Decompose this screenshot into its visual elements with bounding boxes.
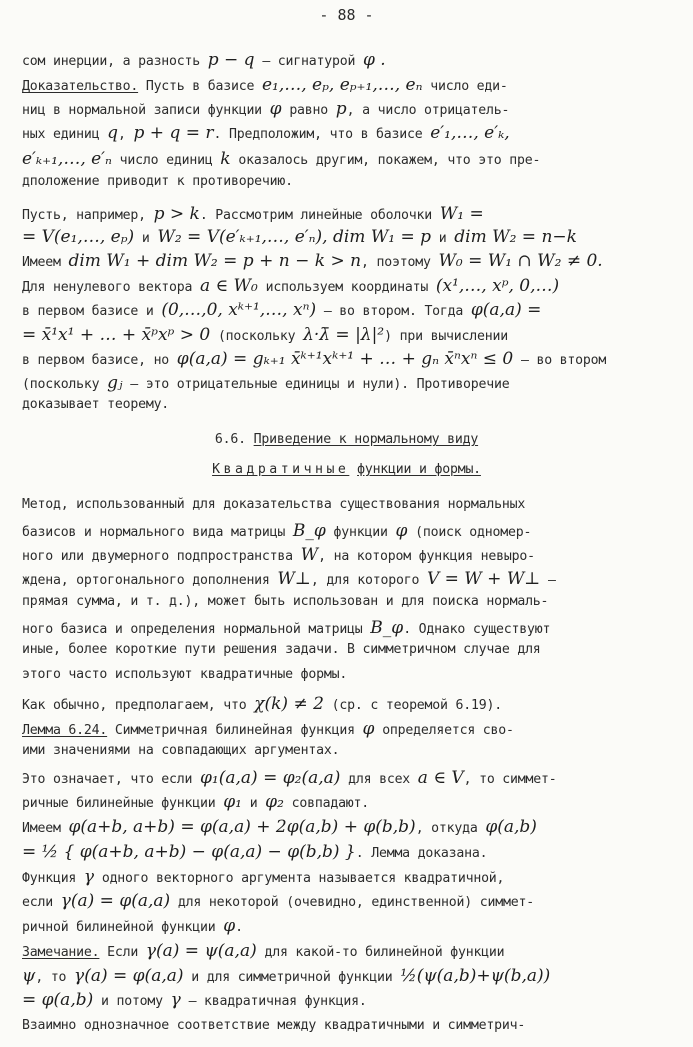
printed-text: Это означает, что если	[22, 772, 201, 787]
handwritten-formula: φ	[395, 521, 408, 541]
printed-text: , откуда	[415, 821, 486, 836]
text-line	[22, 694, 693, 714]
printed-text: .	[235, 920, 243, 935]
page-number: - 88 -	[319, 6, 374, 24]
printed-text: ниц в нормальной записи функции	[22, 103, 270, 118]
text-line	[22, 99, 693, 119]
handwritten-formula: φ .	[362, 50, 386, 70]
printed-text: –	[540, 573, 556, 588]
handwritten-formula: B_φ	[292, 521, 326, 541]
handwritten-formula: φ₂	[265, 792, 284, 812]
text-line	[22, 174, 693, 189]
text-line	[22, 817, 693, 837]
text-line	[22, 891, 693, 911]
printed-text: прямая сумма, и т. д.), может быть использован и для поиска нормаль-	[22, 594, 549, 609]
printed-text: для какой-то билинейной функции	[256, 945, 505, 960]
handwritten-formula: k	[220, 149, 231, 169]
printed-text: , для которого	[310, 573, 427, 588]
printed-text: – сигнатурой	[254, 54, 363, 69]
handwritten-formula: gⱼ	[107, 373, 123, 393]
printed-text: – во втором	[513, 353, 607, 368]
handwritten-formula: p + q = r	[133, 123, 214, 143]
printed-text: и	[431, 231, 455, 246]
printed-text: этого часто используют квадратичные формы.	[22, 667, 348, 682]
handwritten-formula: φ(a,b)	[485, 817, 537, 837]
printed-text: ричной билинейной функции	[22, 920, 224, 935]
handwritten-formula: φ₁	[223, 792, 242, 812]
handwritten-formula: = x̄¹x¹ + … + x̄ᵖxᵖ > 0	[22, 325, 211, 345]
printed-text: Пусть, например,	[22, 208, 154, 223]
handwritten-formula: W	[300, 545, 319, 565]
subsection-heading	[0, 462, 693, 477]
printed-text: . Рассмотрим линейные оболочки	[199, 208, 440, 223]
printed-text: (поскольку	[22, 377, 108, 392]
text-line	[22, 50, 693, 70]
printed-text: иные, более короткие пути решения задачи. В симметричном случае для	[22, 642, 541, 657]
handwritten-formula: = V(e₁,…, eₚ)	[22, 227, 135, 247]
text-line	[22, 1018, 693, 1033]
printed-text: ими значениями на совпадающих аргументах.	[22, 743, 340, 758]
printed-text: функции	[325, 525, 396, 540]
printed-text: Как обычно, предполагаем, что	[22, 698, 255, 713]
handwritten-formula: W₂ = V(e′ₖ₊₁,…, e′ₙ), dim W₁ = p	[157, 227, 432, 247]
text-line	[22, 941, 693, 961]
printed-text: если	[22, 895, 61, 910]
printed-text: оказалось другим, покажем, что это пре-	[230, 153, 541, 168]
text-line	[22, 300, 693, 320]
printed-text: Для ненулевого вектора	[22, 280, 201, 295]
printed-text: используем координаты	[257, 280, 436, 295]
printed-text: (ср. с теоремой 6.19).	[323, 698, 502, 713]
printed-text: число еди-	[422, 79, 508, 94]
text-line	[22, 743, 693, 758]
printed-text: одного векторного аргумента называется квадратичной,	[94, 871, 505, 886]
printed-text: ,	[118, 127, 134, 142]
printed-text: ного базиса и определения нормальной матрицы	[22, 622, 371, 637]
text-line	[22, 397, 693, 412]
text-line	[22, 204, 693, 224]
handwritten-formula: p	[335, 99, 347, 119]
handwritten-formula: dim W₂ = n−k	[454, 227, 577, 247]
text-line	[22, 545, 693, 565]
handwritten-formula: φ	[362, 719, 375, 739]
text-line	[22, 867, 693, 887]
printed-text: Лемма 6.24.	[22, 723, 108, 738]
printed-text: , то	[35, 970, 75, 985]
text-line	[22, 497, 693, 512]
printed-text: определяется сво-	[374, 723, 514, 738]
printed-text: ) при вычислении	[384, 329, 508, 344]
handwritten-formula: (0,…,0, xᵏ⁺¹,…, xⁿ)	[161, 300, 317, 320]
text-line	[22, 569, 693, 589]
printed-text: Доказательство.	[22, 79, 139, 94]
printed-text: (поскольку	[210, 329, 304, 344]
printed-text: ричные билинейные функции	[22, 796, 224, 811]
handwritten-formula: λ·λ̄ = |λ|²	[303, 325, 385, 345]
handwritten-formula: dim W₁ + dim W₂ = p + n − k > n	[68, 251, 362, 271]
printed-text: Имеем	[22, 255, 69, 270]
printed-text: , на котором функция невыро-	[318, 549, 535, 564]
printed-text: функции и формы.	[357, 462, 481, 477]
printed-text: число единиц	[111, 153, 221, 168]
handwritten-formula: γ	[83, 867, 95, 887]
printed-text: базисов и нормального вида матрицы	[22, 525, 293, 540]
printed-text: . Лемма доказана.	[355, 846, 488, 861]
handwritten-formula: e′₁,…, e′ₖ,	[430, 123, 510, 143]
text-line	[22, 349, 693, 369]
printed-text: Взаимно однозначное соответствие между квадратичными и симметрич-	[22, 1018, 526, 1033]
printed-text: , а число отрицатель-	[346, 103, 510, 118]
handwritten-formula: a ∈ W₀	[200, 276, 258, 296]
printed-text: и	[241, 796, 266, 811]
handwritten-formula: W₀ = W₁ ∩ W₂ ≠ 0.	[438, 251, 603, 271]
printed-text: Пусть в базисе	[138, 79, 262, 94]
text-line	[22, 251, 693, 271]
handwritten-formula: γ(a) = φ(a,a)	[74, 966, 184, 986]
handwritten-formula: γ(a) = φ(a,a)	[60, 891, 171, 911]
printed-text: сом инерции, а разность	[22, 54, 208, 69]
text-line	[22, 842, 693, 862]
text-line	[22, 276, 693, 296]
handwritten-formula: e₁,…, eₚ, eₚ₊₁,…, eₙ	[261, 75, 423, 95]
handwritten-formula: (x¹,…, xᵖ, 0,…)	[435, 276, 560, 296]
handwritten-formula: φ(a,a) = gₖ₊₁ x̄ᵏ⁺¹xᵏ⁺¹ + … + gₙ x̄ⁿxⁿ ≤ 0	[176, 349, 514, 369]
printed-text: и	[134, 231, 158, 246]
printed-text: Квадратичные	[212, 462, 350, 477]
printed-text: и для симметричной функции	[183, 970, 401, 985]
printed-text: – во втором. Тогда	[316, 304, 471, 319]
handwritten-formula: φ₁(a,a) = φ₂(a,a)	[200, 768, 341, 788]
text-line	[22, 719, 693, 739]
printed-text: Если	[99, 945, 146, 960]
handwritten-formula: γ(a) = ψ(a,a)	[145, 941, 257, 961]
handwritten-formula: γ	[170, 990, 181, 1010]
text-line	[22, 792, 693, 812]
printed-text	[349, 462, 357, 477]
handwritten-formula: e′ₖ₊₁,…, e′ₙ	[22, 149, 112, 169]
text-line	[22, 75, 693, 95]
printed-text: в первом базисе, но	[22, 353, 177, 368]
text-line	[22, 618, 693, 638]
text-line	[22, 373, 693, 393]
handwritten-formula: p > k	[153, 204, 200, 224]
printed-text: доказывает теорему.	[22, 397, 170, 412]
printed-text: 6.6.	[214, 432, 254, 447]
printed-text: для некоторой (очевидно, единственной) симмет-	[170, 895, 534, 910]
text-line	[22, 123, 693, 143]
text-line	[22, 149, 693, 169]
printed-text: ного или двумерного подпространства	[22, 549, 301, 564]
handwritten-formula: q	[107, 123, 119, 143]
text-line	[22, 768, 693, 788]
text-line	[22, 990, 693, 1010]
handwritten-formula: = ½ { φ(a+b, a+b) − φ(a,a) − φ(b,b) }	[22, 842, 356, 862]
printed-text: ждена, ортогонального дополнения	[22, 573, 278, 588]
printed-text: в первом базисе и	[22, 304, 162, 319]
text-line	[22, 227, 693, 247]
printed-text: ных единиц	[22, 127, 108, 142]
printed-text: Приведение к нормальному виду	[253, 432, 479, 447]
handwritten-formula: = φ(a,b)	[22, 990, 94, 1010]
printed-text: Симметричная билинейная функция	[107, 723, 363, 738]
handwritten-formula: χ(k) ≠ 2	[254, 694, 324, 714]
handwritten-formula: ½(ψ(a,b)+ψ(b,a))	[400, 966, 551, 986]
printed-text: (поиск одномер-	[407, 525, 532, 540]
printed-text: . Однако существуют	[403, 622, 551, 637]
printed-text: равно	[281, 103, 336, 118]
handwritten-formula: W⊥	[277, 569, 311, 589]
text-line	[22, 966, 693, 986]
printed-text: дположение приводит к противоречию.	[22, 174, 293, 189]
text-line	[22, 916, 693, 936]
printed-text: Метод, использованный для доказательства существования нормальных	[22, 497, 526, 512]
section-heading	[0, 432, 693, 447]
printed-text: и потому	[93, 994, 171, 1009]
printed-text: , поэтому	[361, 255, 439, 270]
printed-text: Замечание.	[22, 945, 100, 960]
text-line	[22, 521, 693, 541]
printed-text: – квадратичная функция.	[180, 994, 367, 1009]
handwritten-formula: φ	[269, 99, 282, 119]
handwritten-formula: p − q	[207, 50, 255, 70]
printed-text: для всех	[340, 772, 418, 787]
handwritten-formula: a ∈ V	[417, 768, 464, 788]
printed-text: Имеем	[22, 821, 69, 836]
text-line	[22, 325, 693, 345]
printed-text: совпадают.	[283, 796, 370, 811]
printed-text: , то симмет-	[463, 772, 557, 787]
printed-text: – это отрицательные единицы и нули). Противоречие	[122, 377, 510, 392]
printed-text: . Предположим, что в базисе	[213, 127, 431, 142]
handwritten-formula: ψ	[22, 966, 36, 986]
printed-text: Функция	[22, 871, 84, 886]
text-line	[22, 642, 693, 657]
handwritten-formula: φ	[223, 916, 236, 936]
handwritten-formula: B_φ	[370, 618, 404, 638]
handwritten-formula: φ(a+b, a+b) = φ(a,a) + 2φ(a,b) + φ(b,b)	[68, 817, 416, 837]
handwritten-formula: V = W + W⊥	[426, 569, 541, 589]
handwritten-formula: W₁ =	[439, 204, 484, 224]
text-line	[22, 594, 693, 609]
handwritten-formula: φ(a,a) =	[470, 300, 542, 320]
text-line	[22, 667, 693, 682]
